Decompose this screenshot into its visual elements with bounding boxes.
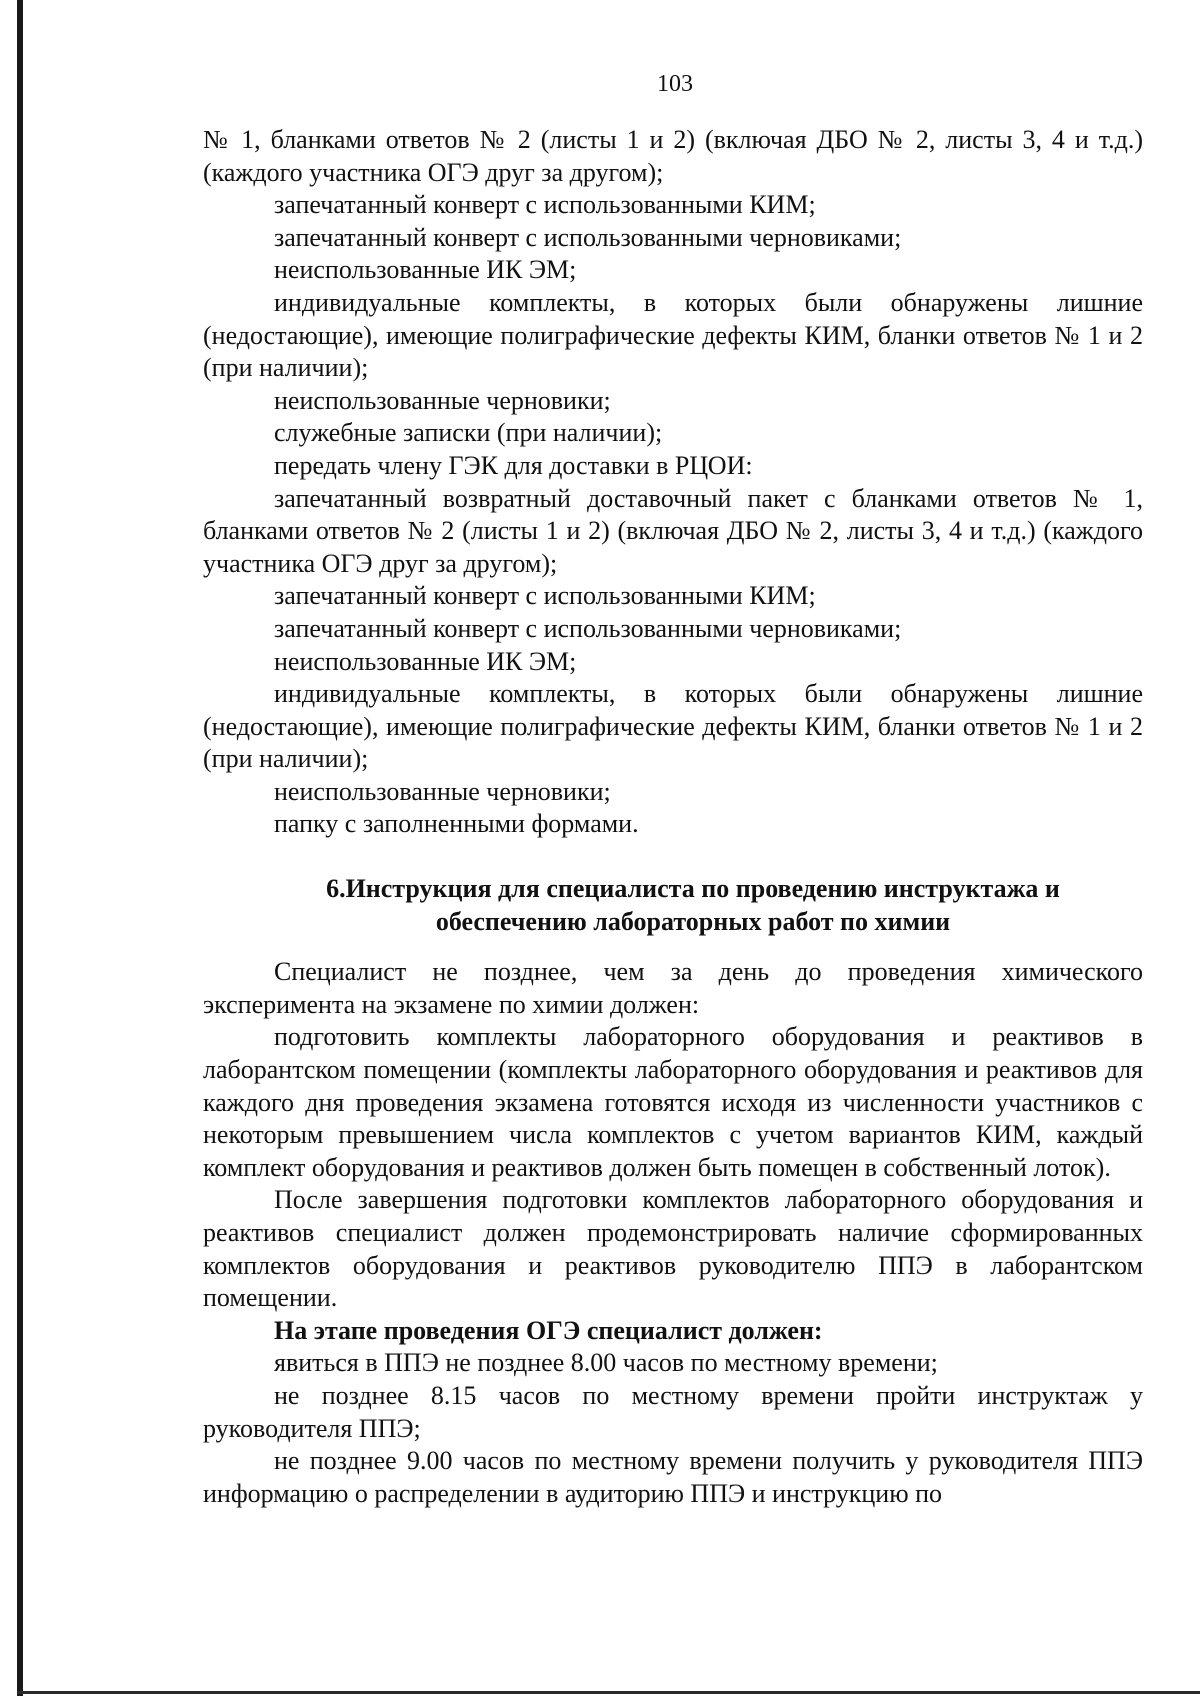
list-item: запечатанный конверт с использованными КИМ; [274, 190, 816, 220]
paragraph: не позднее 9.00 часов по местному времени получить у руководителя ППЭ информацию о распределении в аудиторию ППЭ и инструкцию по [203, 1446, 1143, 1508]
paragraph: После завершения подготовки комплектов лабораторного оборудования и реактивов специалист должен продемонстрировать наличие сформированных комплектов оборудования и реактивов руководителю ППЭ в лаборантском помещении. [203, 1185, 1143, 1313]
paragraph: № 1, бланками ответов № 2 (листы 1 и 2) (включая ДБО № 2, листы 3, 4 и т.д.) (каждого участника ОГЭ друг за другом); [203, 125, 1143, 187]
list-item: служебные записки (при наличии); [274, 418, 663, 448]
section-title [203, 873, 1143, 938]
list-item: неиспользованные ИК ЭМ; [274, 646, 577, 676]
paragraph: подготовить комплекты лабораторного оборудования и реактивов в лаборантском помещении (комплекты лабораторного оборудования и реактивов для каждого дня проведения экзамена готовятся исходя из численности участников с некоторым превышением числа комплектов с учетом вариантов КИМ, каждый комплект оборудования и реактивов должен быть помещен в собственный лоток). [203, 1022, 1143, 1182]
list-item: неиспользованные черновики; [274, 776, 611, 806]
document-body [203, 124, 1143, 1510]
list-item: запечатанный конверт с использованными черновиками; [274, 222, 902, 252]
page-number: 103 [657, 71, 693, 97]
scan-edge-left [17, 0, 23, 1696]
subheading: На этапе проведения ОГЭ специалист должен: [274, 1315, 823, 1345]
paragraph: явиться в ППЭ не позднее 8.00 часов по местному времени; [274, 1348, 938, 1378]
list-item: индивидуальные комплекты, в которых были обнаружены лишние (недостающие), имеющие полиграфические дефекты КИМ, бланки ответов № 1 и 2 (при наличии); [203, 287, 1143, 383]
paragraph: передать члену ГЭК для доставки в РЦОИ: [274, 450, 753, 480]
paragraph: Специалист не позднее, чем за день до проведения химического эксперимента на экзамене по химии должен: [203, 957, 1143, 1019]
list-item: запечатанный конверт с использованными КИМ; [274, 581, 816, 611]
list-item: папку с заполненными формами. [274, 809, 639, 839]
paragraph: не позднее 8.15 часов по местному времени пройти инструктаж у руководителя ППЭ; [203, 1380, 1143, 1443]
list-item: запечатанный возвратный доставочный пакет с бланками ответов № 1, бланками ответов № 2 (листы 1 и 2) (включая ДБО № 2, листы 3, 4 и т.д.) (каждого участника ОГЭ друг за другом); [203, 483, 1143, 578]
list-item: неиспользованные черновики; [274, 385, 611, 415]
list-item: запечатанный конверт с использованными черновиками; [274, 613, 902, 643]
list-item: индивидуальные комплекты, в которых были обнаружены лишние (недостающие), имеющие полиграфические дефекты КИМ, бланки ответов № 1 и 2 (при наличии); [203, 679, 1143, 774]
section-title-line-2: обеспечению лабораторных работ по химии [435, 906, 951, 936]
list-item: неиспользованные ИК ЭМ; [274, 255, 577, 285]
section-title-line-1: 6.Инструкция для специалиста по проведению инструктажа и [326, 874, 1060, 904]
scan-edge-bottom [17, 1691, 1200, 1694]
